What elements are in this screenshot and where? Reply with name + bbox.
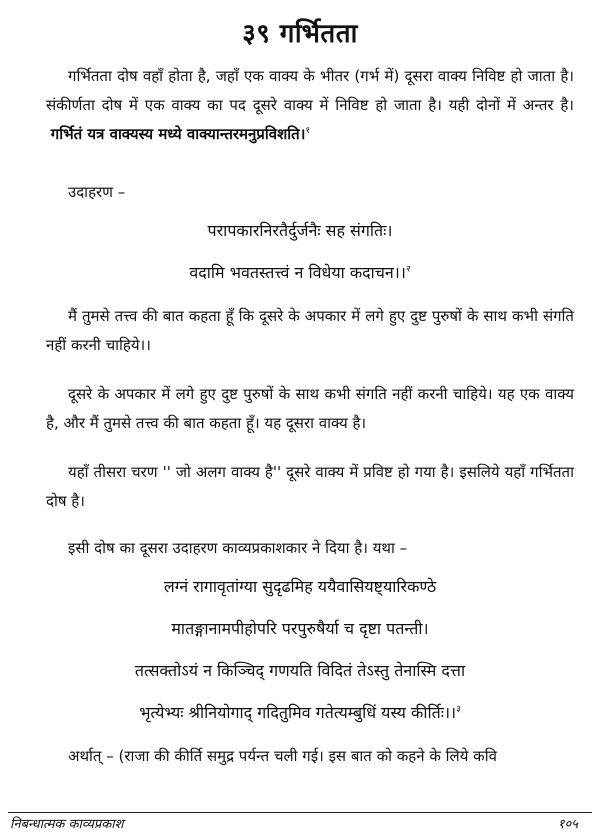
paragraph-meaning: अर्थात् – (राजा की कीर्ति समुद्र पर्यन्त चली गई। इस बात को कहने के लिये कवि (68, 747, 497, 765)
verse-1-line-a: परापकारनिरतैर्दुर्जनैः सह संगतिः। (207, 221, 393, 240)
footnote-marker-3: ३ (456, 704, 461, 715)
verse-2-line-a: लग्नं रागावृतांग्या सुदृढमिह ययैवासियष्ट्यारिकण्ठे (163, 577, 437, 596)
verse-2-line-d-text: भृत्येभ्यः श्रीनियोगाद् गदितुमिव गतेत्यम्बुधिं यस्य कीर्तिः।। (139, 703, 457, 722)
paragraph-translation: मैं तुमसे तत्त्व की बात कहता हूँ कि दूसरे के अपकार में लगे हुए दुष्ट पुरुषों के साथ कभी संगति नहीं करनी चाहिये।। (46, 307, 574, 354)
verse-1-line-b (0, 262, 600, 284)
verse-2-line-c: तत्सक्तोऽयं न किञ्चिद् गणयति विदितं तेऽस्तु तेनास्मि दत्ता (134, 661, 466, 680)
verse-2-line-b: मातङ्गानामपीहोपरि परपुरुषैर्या च दृष्टा पतन्ती। (171, 619, 429, 638)
verse-1-line-b-text: वदामि भवतस्तत्त्वं न विधेया कदाचन।। (189, 263, 406, 282)
definition-text: गर्भितता दोष वहाँ होता है, जहाँ एक वाक्य के भीतर (गर्भ में) दूसरा वाक्य निविष्ट हो जाता है। संकीर्णता दोष में एक वाक्य का पद दूसरे वाक्य में निविष्ट हो जाता है। यही दोनों में अन्तर है। (46, 67, 574, 114)
footer-book-title: निबन्धात्मक काव्यप्रकाश (10, 817, 124, 832)
example-heading: उदाहरण – (68, 183, 126, 201)
verse-2-line-d (0, 702, 600, 724)
footnote-marker-1: १ (305, 126, 311, 136)
footnote-marker-2: २ (405, 264, 411, 275)
paragraph-second-example: इसी दोष का दूसरा उदाहरण काव्यप्रकाशकार ने दिया है। यथा – (68, 539, 408, 557)
chapter-title: ३९ गर्भितता (242, 19, 358, 49)
footer-divider (8, 812, 592, 813)
paragraph-analysis: यहाँ तीसरा चरण '' जो अलग वाक्य है'' दूसरे वाक्य में प्रविष्ट हो गया है। इसलिये यहाँ गर्भितता दोष है। (46, 463, 574, 510)
paragraph-definition (46, 62, 574, 149)
paragraph-explanation: दूसरे के अपकार में लगे हुए दुष्ट पुरुषों के साथ कभी संगति नहीं करनी चाहिये। यह एक वाक्य है, और मैं तुमसे तत्त्व की बात कहता हूँ। यह दूसरा वाक्य है। (46, 385, 574, 432)
footer-page-number: १०५ (557, 817, 578, 832)
sanskrit-definition-quote: गर्भितं यत्र वाक्यस्य मध्ये वाक्यान्तरमनुप्रविशति। (50, 125, 306, 143)
